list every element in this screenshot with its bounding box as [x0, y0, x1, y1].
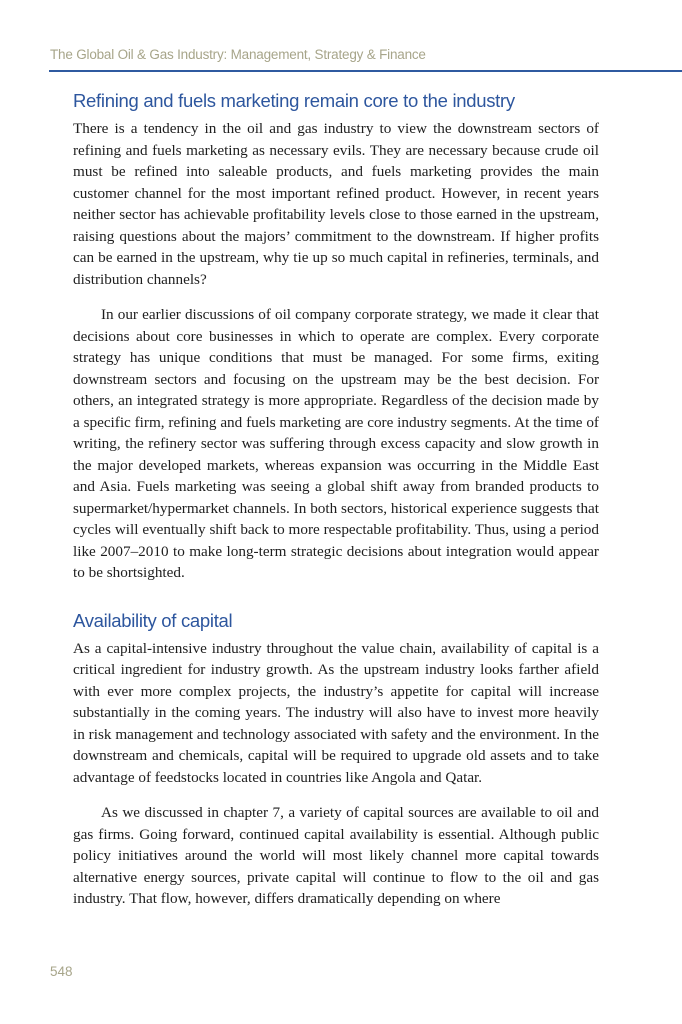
section-heading-refining: Refining and fuels marketing remain core to the industry — [73, 90, 515, 111]
body-paragraph: As a capital-intensive industry throughout the value chain, availability of capital is a critical ingredient for industry growth. As the upstream industry looks farther afield with ever more complex projects, the industry’s appetite for capital will increase substantially in the coming years. The industry will also have to invest more heavily in risk management and technology associated with safety and the environment. In the downstream and chemicals, capital will be required to upgrade old assets and to take advantage of feedstocks located in countries like Angola and Qatar. — [73, 639, 599, 786]
running-header: The Global Oil & Gas Industry: Management, Strategy & Finance — [50, 47, 426, 62]
page-body — [73, 89, 599, 910]
body-paragraph: As we discussed in chapter 7, a variety of capital sources are available to oil and gas firms. Going forward, continued capital availability is essential. Although public policy initiatives around the world will most likely channel more capital towards alternative energy sources, private capital will continue to flow to the oil and gas industry. That flow, however, differs dramatically depending on where — [73, 804, 599, 907]
body-paragraph: In our earlier discussions of oil company corporate strategy, we made it clear that decisions about core businesses in which to operate are complex. Every corporate strategy has unique conditions that must be managed. For some firms, exiting downstream sectors and focusing on the upstream may be the best decision. For others, an integrated strategy is more appropriate. Regardless of the decision made by a specific firm, refining and fuels marketing are core industry segments. At the time of writing, the refinery sector was suffering through excess capacity and slow growth in the major developed markets, whereas expansion was occurring in the Middle East and Asia. Fuels marketing was seeing a global shift away from branded products to supermarket/hypermarket channels. In both sectors, historical experience suggests that cycles will eventually shift back to more respectable profitability. Thus, using a period like 2007–2010 to make long-term strategic decisions about integration would appear to be shortsighted. — [73, 306, 599, 581]
body-paragraph: There is a tendency in the oil and gas industry to view the downstream sectors of refining and fuels marketing as necessary evils. They are necessary because crude oil must be refined into saleable products, and fuels marketing provides the main customer channel for the most important refined product. However, in recent years neither sector has achievable profitability levels close to those earned in the upstream, raising questions about the majors’ commitment to the downstream. If higher profits can be earned in the upstream, why tie up so much capital in refineries, terminals, and distribution channels? — [73, 120, 599, 288]
header-rule — [49, 70, 682, 72]
page-number: 548 — [50, 964, 73, 979]
section-heading-capital: Availability of capital — [73, 609, 233, 631]
